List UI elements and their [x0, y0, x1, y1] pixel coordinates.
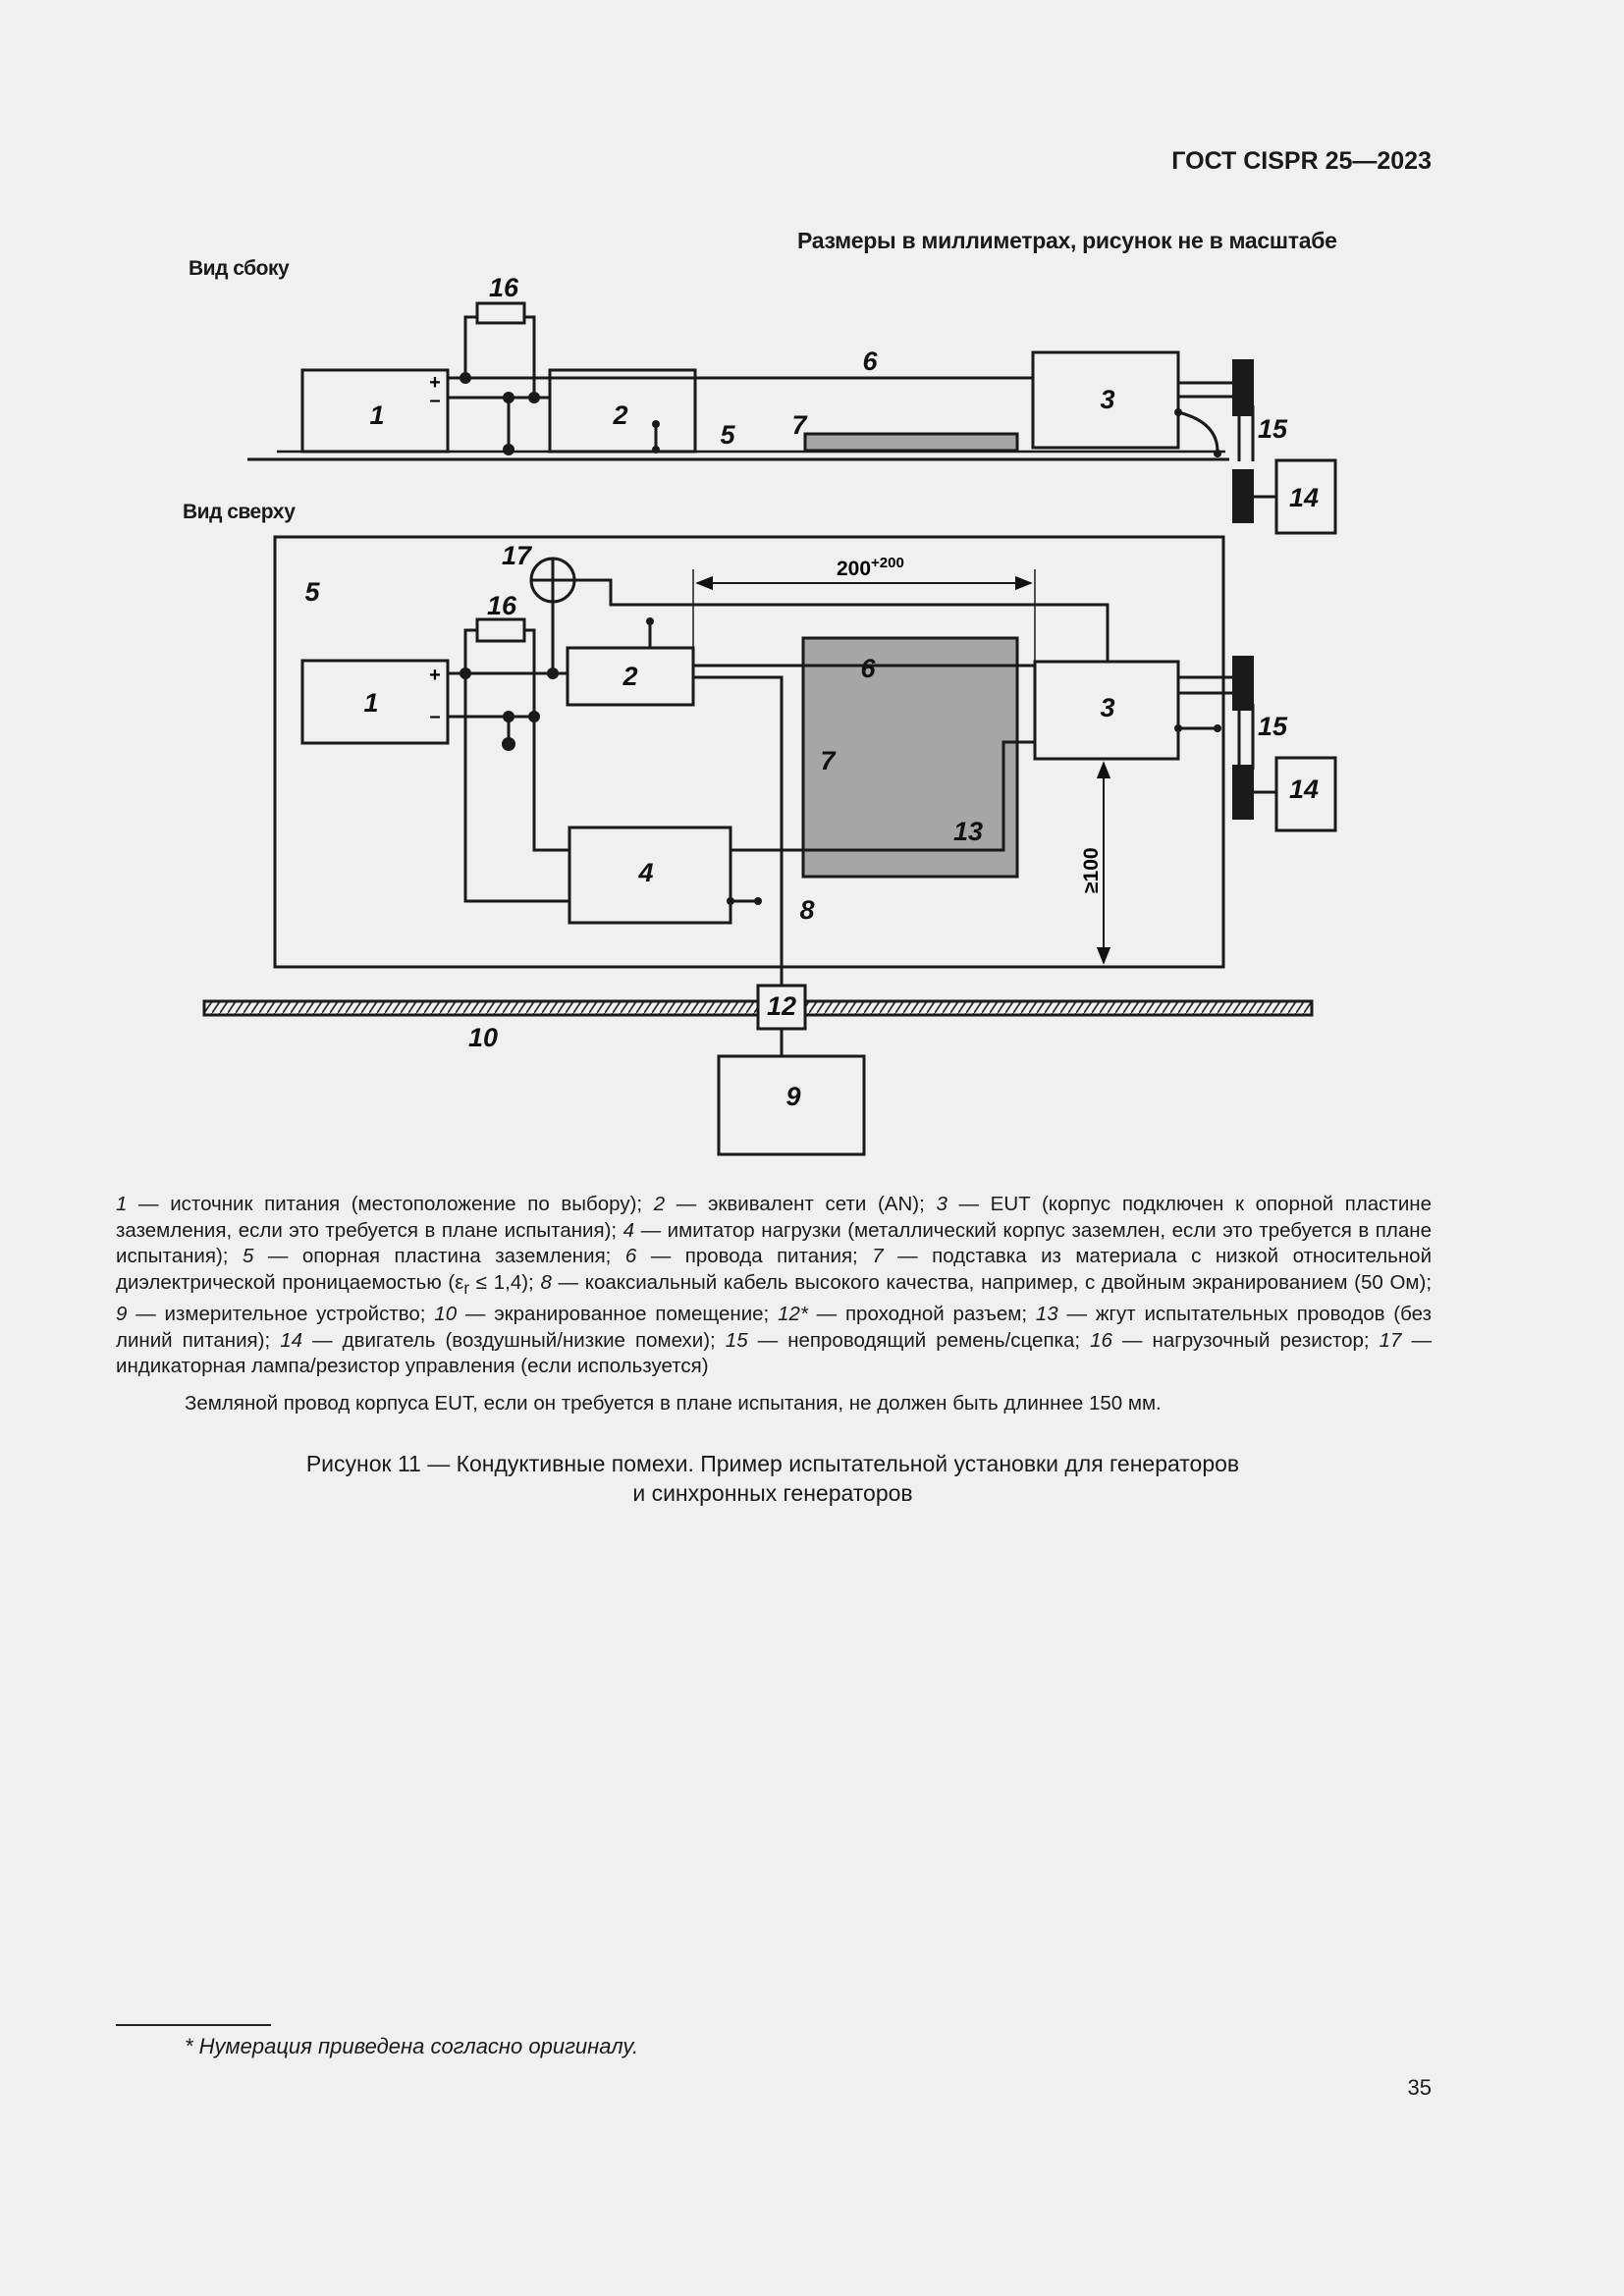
- top-label-4: 4: [638, 858, 654, 887]
- side-label-2: 2: [613, 400, 628, 430]
- label-9: 9: [785, 1082, 801, 1111]
- side-pulley-top: [1232, 359, 1254, 416]
- side-label-14: 14: [1288, 483, 1320, 512]
- side-label-7: 7: [791, 410, 807, 440]
- label-12: 12: [766, 991, 797, 1021]
- top-load-resistor: [477, 619, 524, 641]
- footnote: * Нумерация приведена согласно оригиналу.: [185, 2034, 639, 2058]
- top-minus: –: [429, 706, 441, 727]
- page-number: 35: [1407, 2075, 1432, 2100]
- label-10: 10: [467, 1023, 499, 1052]
- top-label-17: 17: [501, 541, 532, 570]
- top-label-6: 6: [860, 654, 876, 683]
- side-label-5: 5: [720, 420, 735, 450]
- top-label-7: 7: [820, 746, 836, 775]
- top-pulley-bottom: [1232, 765, 1254, 820]
- top-label-13: 13: [952, 817, 984, 846]
- top-label-16: 16: [486, 591, 517, 620]
- side-plus: +: [429, 372, 441, 394]
- dim-100: ≥100: [1080, 847, 1103, 893]
- top-label-5: 5: [304, 577, 320, 607]
- side-minus: –: [429, 390, 441, 411]
- top-label-8: 8: [799, 895, 815, 925]
- standard-header: ГОСТ CISPR 25—2023: [1171, 147, 1432, 175]
- side-label-1: 1: [369, 400, 385, 430]
- side-label-3: 3: [1100, 385, 1115, 414]
- ground-wire-note: Земляной провод корпуса EUT, если он требуется в плане испытания, не должен быть длиннее 150 мм.: [185, 1392, 1162, 1415]
- top-label-15: 15: [1257, 712, 1288, 741]
- top-label-1: 1: [363, 688, 379, 718]
- side-view-label: Вид сбоку: [189, 257, 290, 280]
- caption-line-1: Рисунок 11 — Кондуктивные помехи. Пример испытательной установки для генераторов: [305, 1451, 1240, 1476]
- top-label-14: 14: [1288, 774, 1320, 804]
- side-label-16: 16: [488, 273, 519, 302]
- side-pulley-bottom: [1232, 469, 1254, 523]
- dimensions-note: Размеры в миллиметрах, рисунок не в масштабе: [797, 228, 1337, 253]
- top-support: [803, 638, 1017, 877]
- caption-line-2: и синхронных генераторов: [632, 1480, 913, 1506]
- figure-legend: 1 — источник питания (местоположение по выбору); 2 — эквивалент сети (AN); 3 — EUT (корпус подключен к опорной пластине заземления, если это требуется в плане испытания); 4 — имитатор нагрузки (металлический корпус заземлен, если это требуется в плане испытания); 5 — опорная пластина заземления; 6 — провода питания; 7 — подставка из материала с низкой относительной диэлектрической проницаемостью $(\varepsilon_r \le 1,4)$; 8 — коаксиальный кабель высокого качества, например, с двойным экранированием (50 Ом); 9 — измерительное устройство; 10 — экранированное помещение; 12* — проходной разъем; 13 — жгут испытательных проводов (без линий питания); 14 — двигатель (воздушный/низкие помехи); 15 — непроводящий ремень/сцепка; 16 — нагрузочный резистор; 17 — индикаторная лампа/резистор управления (если используется): [116, 1193, 1433, 1378]
- top-label-3: 3: [1100, 693, 1115, 722]
- footnote-rule: [116, 2024, 271, 2026]
- figure-caption: [0, 1449, 1545, 1508]
- top-plus: +: [429, 665, 441, 686]
- dim-200: $200^{+200}$: [837, 555, 904, 580]
- top-label-2: 2: [623, 662, 638, 691]
- side-label-6: 6: [862, 347, 878, 376]
- top-pulley-top: [1232, 656, 1254, 711]
- top-view-label: Вид сверху: [183, 501, 296, 523]
- side-support: [805, 434, 1017, 451]
- side-load-resistor: [477, 303, 524, 323]
- side-label-15: 15: [1257, 414, 1288, 444]
